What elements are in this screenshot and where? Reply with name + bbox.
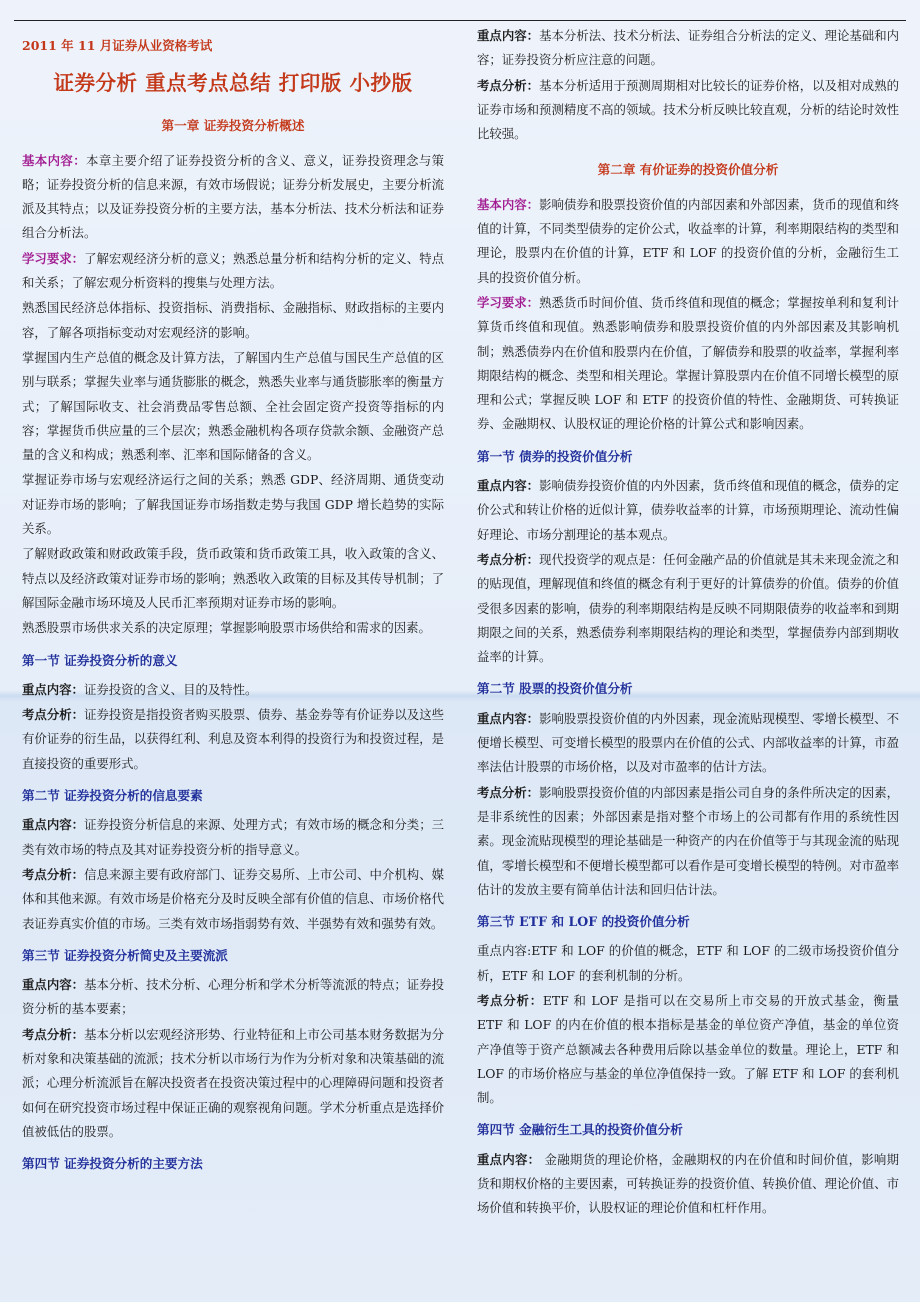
requirement-paragraph: 掌握国内生产总值的概念及计算方法，了解国内生产总值与国民生产总值的区别与联系；掌握失业率与通货膨胀的概念，熟悉失业率与通货膨胀率的衡量方式；了解国际收支、社会消费品零售总额、全社会固定资产投资等指标的内容；掌握货币供应量的三个层次；熟悉金融机构各项存贷款余额、金融资产总量的含义和构成；熟悉利率、汇率和国际储备的含义。 [22,349,444,463]
key-content-label: 重点内容： [477,28,540,43]
study-requirements-label: 学习要求： [477,294,540,310]
study-requirements [22,247,444,296]
key-content: 重点内容：影响债券投资价值的内外因素，货币终值和现值的概念，债券的定价公式和转让价格的近似计算，债券收益率的计算，市场预期理论、流动性偏好理论、市场分割理论的基本观点。 [477,478,900,542]
section-heading: 第三节 证券投资分析简史及主要流派 [22,947,228,963]
requirement-paragraph: 熟悉国民经济总体指标、投资指标、消费指标、金融指标、财政指标的主要内容，了解各项指标变动对宏观经济的影响。 [22,300,444,340]
exam-analysis-label: 考点分析： [477,784,540,800]
exam-analysis: 考点分析：影响股票投资价值的内部因素是指公司自身的条件所决定的因素，是非系统性的因素；外部因素是指对整个市场上的公司都有作用的系统性因素。现金流贴现模型的理论基础是一种资产的内在价值等于与其现金流的贴现值，零增长模型和不便增长模型都可以看作是可变增长模型的特例。对市盈率估计的发放主要有简单估计法和回归估计法。 [477,784,900,897]
left-column [22,24,444,1181]
basic-content-label: 基本内容： [22,152,87,168]
key-content-label: 重点内容： [22,681,84,697]
requirement-paragraph: 熟悉股票市场供求关系的决定原理；掌握影响股票市场供给和需求的因素。 [22,620,431,636]
exam-analysis: 考点分析：基本分析以宏观经济形势、行业特征和上市公司基本财务数据为分析对象和决策基础的流派；技术分析以市场行为作为分析对象和决策基础的流派；心理分析流派旨在解决投资者在投资决策过程中的心理障碍问题和投资者如何在研究投资市场过程中保证正确的观察视角问题。学术分析重点是选择价值被低估的股票。 [22,1026,445,1139]
chapter-1-heading: 第一章 证券投资分析概述 [161,118,305,134]
section-heading: 第一节 证券投资分析的意义 [22,652,178,668]
exam-analysis-label: 考点分析： [22,707,85,723]
exam-analysis-label: 考点分析： [477,77,540,93]
basic-content: 基本内容：影响债券和股票投资价值的内部因素和外部因素，货币的现值和终值的计算，不同类型债券的定价公式，收益率的计算，利率期限结构的类型和理论，股票内在价值的计算，ETF 和 LOF 的投资价值的分析，金融衍生工具的投资价值分析。 [477,196,900,285]
requirement-paragraph: 了解财政政策和财政政策手段，货币政策和货币政策工具，收入政策的含义、特点以及经济政策对证券市场的影响；熟悉收入政策的目标及其传导机制；了解国际金融市场环境及人民币汇率预期对证券市场的影响。 [22,546,444,610]
key-content: 重点内容： 金融期货的理论价格，金融期权的内在价值和时间价值，影响期货和期权价格的主要因素，可转换证券的投资价值、转换价值、理论价值、市场价值和转换平价，认股权证的理论价值和杠杆作用。 [477,1151,899,1216]
chapter-2-heading: 第二章 有价证券的投资价值分析 [597,162,779,178]
exam-analysis-label: 考点分析： [477,992,543,1008]
exam-analysis: 考点分析：信息来源主要有政府部门、证券交易所、上市公司、中介机构、媒体和其他来源。有效市场是价格充分及时反映全部有价值的信息、市场价格代表证券真实价值的市场。三类有效市场指弱势有效、半强势有效和强势有效。 [22,866,445,931]
section-heading: 第二节 证券投资分析的信息要素 [22,788,203,804]
key-content: 重点内容:ETF 和 LOF 的价值的概念，ETF 和 LOF 的二级市场投资价值分析，ETF 和 LOF 的套利机制的分析。 [477,943,899,983]
key-content: 重点内容：基本分析法、技术分析法、证券组合分析法的定义、理论基础和内容；证券投资分析应注意的问题。 [477,28,900,68]
header-rule [14,20,906,21]
key-content: 重点内容：影响股票投资价值的内外因素，现金流贴现模型、零增长模型、不便增长模型、可变增长模型的股票内在价值的公式、内部收益率的计算，市盈率法估计股票的市场价格，以及对市盈率的估计方法。 [477,710,900,775]
section-heading: 第二节 股票的投资价值分析 [477,681,633,697]
section-heading: 第三节 ETF 和 LOF 的投资价值分析 [477,914,690,930]
exam-analysis-label: 考点分析： [22,866,85,882]
key-content-label: 重点内容： [22,817,85,833]
key-content-label: 重点内容： [22,977,85,993]
key-content-label: 重点内容： [477,478,540,494]
basic-content-label: 基本内容： [477,196,540,212]
requirement-paragraph: 掌握证券市场与宏观经济运行之间的关系；熟悉 GDP、经济周期、通货变动对证券市场的影响；了解我国证券市场指数走势与我国 GDP 增长趋势的实际关系。 [22,472,444,537]
section-heading: 第四节 证券投资分析的主要方法 [22,1156,203,1172]
exam-analysis-label: 考点分析： [22,1026,85,1042]
key-content-label: 重点内容： [477,710,540,726]
key-content: 重点内容：证券投资的含义、目的及特性。 [22,681,258,697]
section-heading: 第一节 债券的投资价值分析 [477,448,633,464]
basic-content [22,149,444,246]
section-heading: 第四节 金融衍生工具的投资价值分析 [477,1122,683,1138]
document-title: 证券分析 重点考点总结 打印版 小抄版 [53,71,413,96]
study-requirements: 学习要求：熟悉货币时间价值、货币终值和现值的概念；掌握按单利和复利计算货币终值和现值。熟悉影响债券和股票投资价值的内外部因素及其影响机制；熟悉债券内在价值和股票内在价值，了解债券和股票的收益率，掌握利率期限结构的概念、类型和相关理论。掌握计算股票内在价值不同增长模型的原理和公式；掌握反映 LOF 和 ETF 的投资价值的特性、金融期货、可转换证券、金融期权、认股权证的理论价格的计算公式和影响因素。 [477,294,900,432]
exam-title: 2011 年 11 月证券从业资格考试 [22,38,213,53]
key-content: 重点内容：基本分析、技术分析、心理分析和学术分析等流派的特点；证券投资分析的基本要素； [22,977,445,1017]
study-requirements-text: 了解宏观经济分析的意义；熟悉总量分析和结构分析的定义、特点和关系；了解宏观分析资料的搜集与处理方法。 [22,250,445,291]
exam-analysis: 考点分析：ETF 和 LOF 是指可以在交易所上市交易的开放式基金，衡量 ETF 和 LOF 的内在价值的根本指标是基金的单位资产净值，基金的单位资产净值等于资产总额减去各种费用后除以基金单位的数量。理论上，ETF 和 LOF 的市场价格应与基金的单位净值保持一致。了解 ETF 和 LOF 的套利机制。 [477,992,899,1106]
exam-analysis: 考点分析：证券投资是指投资者购买股票、债券、基金券等有价证券以及这些有价证券的衍生品，以获得红利、利息及资本利得的投资行为和投资过程，是直接投资的重要形式。 [22,707,445,771]
right-column [477,24,899,1222]
study-requirements-label: 学习要求： [22,250,85,266]
exam-analysis: 考点分析：基本分析适用于预测周期相对比较长的证券价格，以及相对成熟的证券市场和预测精度不高的领域。技术分析反映比较直观，分析的结论时效性比较强。 [477,77,900,142]
key-content: 重点内容：证券投资分析信息的来源、处理方式；有效市场的概念和分类；三类有效市场的特点及其对证券投资分析的指导意义。 [22,817,445,857]
basic-content-text: 本章主要介绍了证券投资分析的含义、意义，证券投资理念与策略；证券投资分析的信息来源，有效市场假说；证券分析发展史，主要分析流派及其特点；以及证券投资分析的主要方法，基本分析法、技术分析法和证券组合分析法。 [22,152,445,241]
key-content-label: 重点内容： [477,1151,541,1167]
exam-analysis: 考点分析：现代投资学的观点是：任何金融产品的价值就是其未来现金流之和的贴现值，理解现值和终值的概念有利于更好的计算债券的价值。债券的价值受很多因素的影响，债券的利率期限结构是反映不同期限债券的收益率和到期期限之间的关系，熟悉债券利率期限结构的理论和类型，掌握债券内部到期收益率的计算。 [477,551,900,665]
exam-analysis-label: 考点分析： [477,551,540,567]
